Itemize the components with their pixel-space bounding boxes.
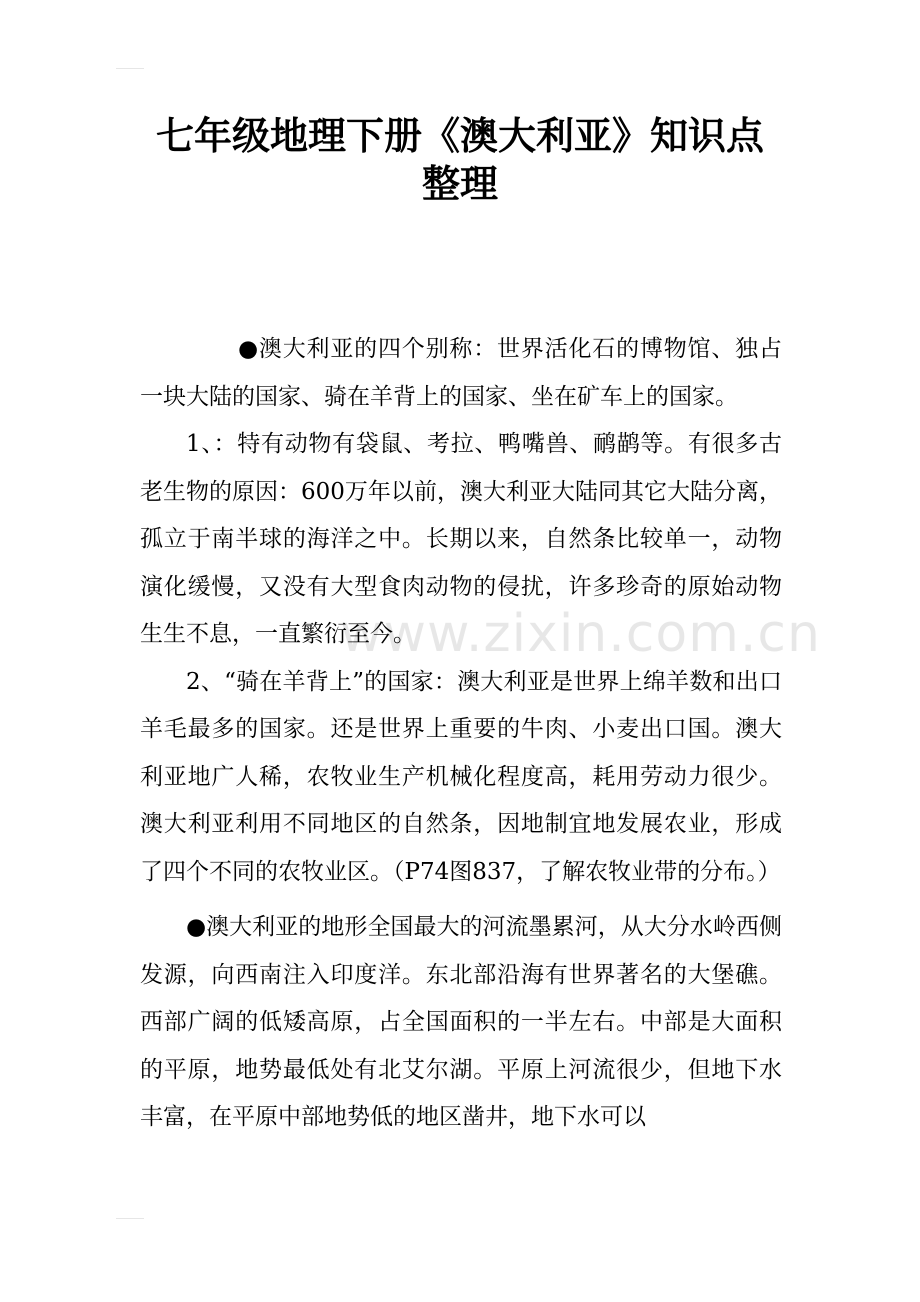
page-corner-mark (116, 68, 144, 69)
paragraph-unique-animals: 1、：特有动物有袋鼠、考拉、鸭嘴兽、鸸鹋等。有很多古老生物的原因：600万年以前，澳大利亚大陆同其它大陆分离，孤立于南半球的海洋之中。长期以来，自然条比较单一，动物演化缓慢，又没有大型食肉动物的侵扰，许多珍奇的原始动物生生不息，一直繁衍至今。 (140, 431, 782, 647)
document-body (140, 326, 782, 1142)
watermark: www.zixin.com.cn (340, 604, 821, 664)
paragraph-aliases: ●澳大利亚的四个别称：世界活化石的博物馆、独占一块大陆的国家、骑在羊背上的国家、坐在矿车上的国家。 (140, 336, 782, 410)
page-corner-mark (116, 1218, 144, 1219)
paragraph-sheep-country: 2、“骑在羊背上”的国家：澳大利亚是世界上绵羊数和出口羊毛最多的国家。还是世界上重要的牛肉、小麦出口国。澳大利亚地广人稀，农牧业生产机械化程度高，耗用劳动力很少。澳大利亚利用不同地区的自然条，因地制宜地发展农业，形成了四个不同的农牧业区。（P74图837，了解农牧业带的分布。） (140, 668, 782, 885)
paragraph-terrain: ●澳大利亚的地形全国最大的河流墨累河，从大分水岭西侧发源，向西南注入印度洋。东北部沿海有世界著名的大堡礁。西部广阔的低矮高原，占全国面积的一半左右。中部是大面积的平原，地势最低处有北艾尔湖。平原上河流很少，但地下水丰富，在平原中部地势低的地区凿井，地下水可以 (140, 914, 782, 1130)
page-title: 七年级地理下册《澳大利亚》知识点整理 (155, 113, 764, 206)
